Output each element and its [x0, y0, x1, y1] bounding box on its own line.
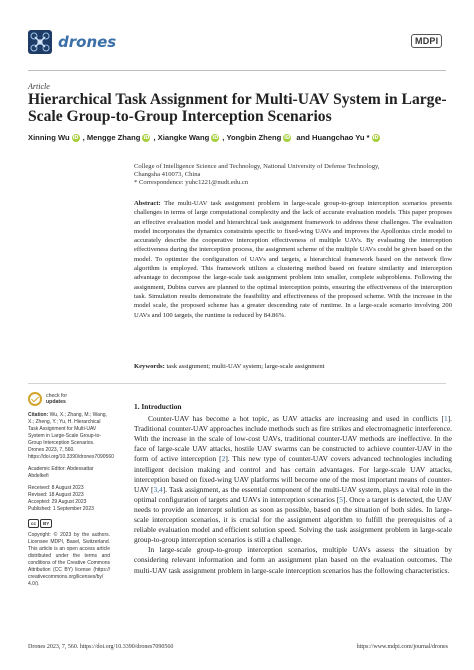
copyright: Copyright: © 2023 by the authors. Licensee MDPI, Basel, Switzerland. This article is an open access article distributed under the terms and conditions of the Creative Commons Attribution (CC BY) license (https:// creativecommons.org/licenses/by/ 4.0/).	[28, 532, 110, 587]
affiliation-line: Changsha 410073, China	[134, 171, 201, 178]
drone-icon	[28, 30, 52, 54]
citation-link[interactable]: 5	[339, 494, 343, 504]
author-name[interactable]: Yongbin Zheng	[226, 133, 282, 142]
citation-text[interactable]: Wu, X.; Zhang, M.; Wang, X.; Zheng, Y.; Yu, H. Hierarchical Task Assignment for Multi-UAV System in Large-Scale Group-to-Group Interception Scenarios. Drones 2023, 7, 560. https://doi.org/10.3390/drones7090560	[28, 412, 114, 460]
check-line: updates	[46, 399, 66, 405]
text: ]. Task assignment, as the essential component of the multi-UAV system, plays a vital role in the optimal configuration of targets and UAVs in interception scenarios [	[134, 484, 452, 504]
article-sidebar	[28, 392, 114, 588]
footer-url[interactable]: https://www.mdpi.com/journal/drones	[356, 644, 448, 650]
separator: ,	[153, 133, 158, 142]
abstract	[134, 199, 452, 320]
revised-date: Revised: 18 August 2023	[28, 492, 84, 498]
orcid-icon[interactable]: iD	[72, 134, 79, 141]
keywords	[134, 362, 452, 371]
text: ]. Traditional counter-UAV approaches include methods such as fire strikes and electromagnetic interference. With the increase in the scale of low-cost UAVs, traditional counter-UAV methods are ineffective. In the face of large-scale UAV attacks, hostile UAV swarms can be constructed to achieve counter-UAV in the form of active interception [	[134, 414, 452, 464]
by-icon: BY	[40, 519, 52, 528]
section-heading: 1. Introduction	[134, 402, 182, 411]
correspondence[interactable]: * Correspondence: yuhc1221@nudt.edu.cn	[134, 179, 249, 186]
citation-link[interactable]: 1	[443, 414, 448, 424]
orcid-icon[interactable]: iD	[143, 134, 150, 141]
author-name[interactable]: Mengge Zhang	[86, 133, 141, 142]
abstract-label: Abstract:	[134, 200, 161, 207]
text: ]. Once a target is detected, the UAV needs to provide an intercept solution as soon as possible, based on the situation of both sides. In large-scale interception scenarios, it is crucial for the assignment algorithm to fulfill the prerequisites of a reliable evaluation model and efficient solution speed. Solving the task assignment problem in large-scale group-to-group interception scenarios is still a challenge.	[134, 494, 452, 545]
separator: ,	[222, 133, 227, 142]
section-divider	[28, 383, 446, 384]
check-icon	[28, 392, 42, 406]
author-name[interactable]: Huangchao Yu *	[311, 133, 370, 142]
publisher-logo[interactable]	[411, 34, 442, 48]
received-date: Received: 8 August 2023	[28, 485, 84, 491]
text: Counter-UAV has become a hot topic, as UAV attacks are increasing and used in conflicts [	[148, 414, 444, 424]
main-body	[134, 402, 452, 576]
accepted-date: Accepted: 29 August 2023	[28, 499, 87, 505]
citation-label: Citation:	[28, 412, 49, 418]
academic-editor: Academic Editor: Abdessattar Abdelkefi	[28, 466, 94, 479]
text: ]. This new type of counter-UAV covers advanced technologies including intelligent decision making and control and has certain advantages. For large-scale UAV attacks, interception based on fixed-wing UAV platforms will become one of the most important means of counter-UAV [	[134, 454, 452, 494]
check-line: check for	[46, 393, 68, 399]
publisher-name: MDPI	[411, 34, 442, 48]
affiliation-line: College of Intelligence Science and Technology, National University of Defense Technology,	[134, 163, 380, 170]
header-divider	[28, 70, 446, 71]
abstract-text: The multi-UAV task assignment problem in large-scale group-to-group interception scenarios presents challenges in terms of large computational complexity and the lack of accurate evaluation models. This paper proposes an effective evaluation model and hierarchical task assignment framework to address these challenges. The evaluation model incorporates the dynamics constraints specific to fixed-wing UAVs and improves the Apollonius circle model to accurately describe the cooperative interception effectiveness of multiple UAVs. By evaluating the interception effectiveness during the interception process, the assignment scheme of the multiple UAVs could be given based on the model. To optimize the configuration of UAVs and targets, a hierarchical framework based on the network flow algorithm is employed. This framework utilizes a clustering method based on feature similarity and interception advantage to decompose the large-scale task assignment problem into smaller, complete subproblems. Following the assignment, Dubins curves are planned to the optimal interception points, ensuring the effectiveness of the interception task. Simulation results demonstrate the feasibility and effectiveness of the proposed scheme. With the increase in the model scale, the proposed scheme has a greater descending rate of runtime. In a large-scale scenario involving 200 UAVs and 100 targets, the runtime is reduced by 84.86%.	[134, 200, 453, 319]
orcid-icon[interactable]: iD	[372, 134, 379, 141]
journal-logo[interactable]	[28, 30, 116, 54]
paragraph: In large-scale group-to-group interception scenarios, multiple UAVs assess the situation by considering relevant information and form an assignment plan based on the evaluation outcomes. The multi-UAV task assignment problem in large-scale interception scenarios has the following characteristics.	[134, 545, 452, 575]
keywords-label: Keywords:	[134, 363, 165, 370]
separator: ,	[82, 133, 87, 142]
author-name[interactable]: Xiangke Wang	[157, 133, 210, 142]
published-date: Published: 1 September 2023	[28, 506, 94, 512]
affiliation-block	[134, 163, 454, 187]
paper-title: Hierarchical Task Assignment for Multi-UAV System in Large-Scale Group-to-Group Interception Scenarios	[28, 91, 447, 125]
orcid-icon[interactable]: iD	[212, 134, 219, 141]
citation-link[interactable]: 2	[221, 454, 226, 464]
orcid-icon[interactable]: iD	[284, 134, 291, 141]
cc-license-badge[interactable]	[28, 519, 52, 528]
cc-icon: cc	[28, 519, 39, 528]
citation	[28, 412, 114, 461]
footer-citation[interactable]: Drones 2023, 7, 560. https://doi.org/10.3390/drones7090560	[28, 644, 174, 650]
check-for-updates[interactable]	[28, 392, 110, 406]
page-footer	[28, 644, 448, 650]
article-type: Article	[28, 82, 50, 91]
keywords-text: task assignment; multi-UAV system; large-scale assignment	[166, 363, 325, 370]
paragraph	[134, 414, 452, 545]
author-list	[28, 133, 448, 142]
separator: and	[294, 133, 312, 142]
author-name[interactable]: Xinning Wu	[28, 133, 70, 142]
journal-name: drones	[58, 33, 117, 51]
citation-link[interactable]: 3,4	[153, 484, 163, 494]
